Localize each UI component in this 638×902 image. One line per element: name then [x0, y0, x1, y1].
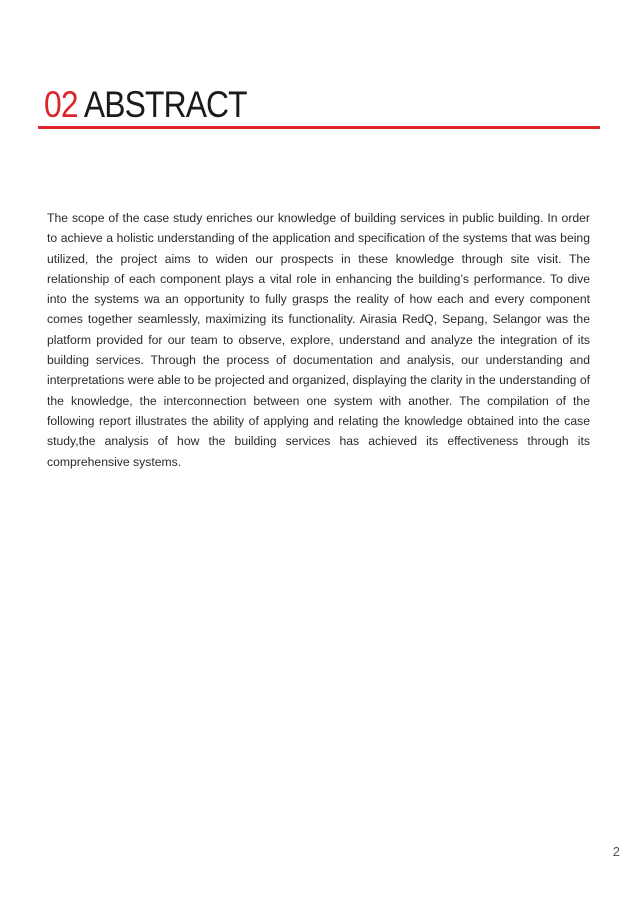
heading-underline: [38, 126, 600, 129]
abstract-paragraph: The scope of the case study enriches our knowledge of building services in public building. In order to achieve a holistic understanding of the application and specification of the systems that was being utilized, the project aims to widen our prospects in these knowledge through site visit. The relationship of each component plays a vital role in enhancing the building’s performance. To dive into the systems wa an opportunity to fully grasps the reality of how each and every component comes together seamlessly, maximizing its functionality. Airasia RedQ, Sepang, Selangor was the platform provided for our team to observe, explore, understand and analyze the integration of its building services. Through the process of documentation and analysis, our understanding and interpretations were able to be projected and organized, displaying the clarity in the understanding of the knowledge, the interconnection between one system with another. The compilation of the following report illustrates the ability of applying and relating the knowledge obtained into the case study,the analysis of how the building services has achieved its effectiveness through its comprehensive systems.: [47, 211, 590, 469]
page-number: 2: [612, 844, 620, 859]
section-title: ABSTRACT: [83, 84, 247, 125]
section-number: 02: [44, 84, 78, 125]
section-heading: [44, 82, 247, 128]
